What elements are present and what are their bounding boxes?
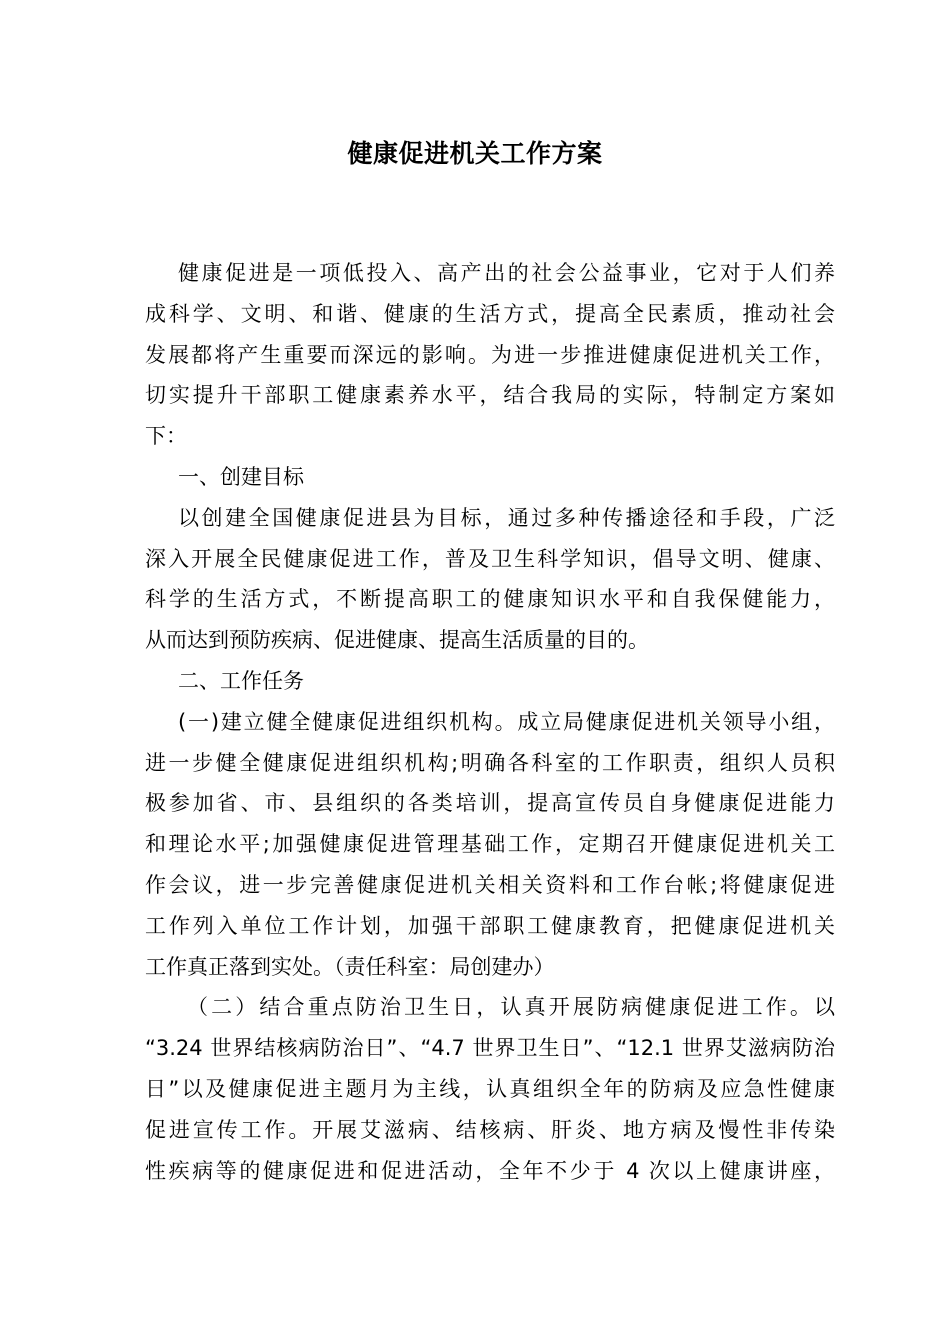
body-line: (一)建立健全健康促进组织机构。成立局健康促进机关领导小组， (178, 709, 835, 734)
body-line: 进一步健全健康促进组织机构;明确各科室的工作职责，组织人员积 (145, 750, 835, 775)
body-line: 科学的生活方式，不断提高职工的健康知识水平和自我保健能力， (145, 587, 835, 612)
body-line: 促进宣传工作。开展艾滋病、结核病、肝炎、地方病及慢性非传染 (145, 1117, 835, 1142)
document-title: 健康促进机关工作方案 (347, 139, 603, 168)
body-line: 性疾病等的健康促进和促进活动，全年不少于 4 次以上健康讲座， (145, 1158, 835, 1183)
section-heading: 一、创建目标 (178, 464, 304, 489)
body-line: 作会议，进一步完善健康促进机关相关资料和工作台帐;将健康促进 (145, 872, 835, 897)
body-line: （二）结合重点防治卫生日，认真开展防病健康促进工作。以 (187, 995, 835, 1020)
body-line: 工作真正落到实处。（责任科室：局创建办） (145, 954, 555, 979)
body-line: 下： (145, 424, 187, 449)
section-heading: 二、工作任务 (178, 668, 304, 693)
body-line: 极参加省、市、县组织的各类培训，提高宣传员自身健康促进能力 (145, 791, 835, 816)
body-line: 发展都将产生重要而深远的影响。为进一步推进健康促进机关工作， (145, 342, 835, 367)
body-line: “3.24 世界结核病防治日”、“4.7 世界卫生日”、“12.1 世界艾滋病防治 (145, 1036, 835, 1061)
body-line: 日”以及健康促进主题月为主线，认真组织全年的防病及应急性健康 (145, 1076, 835, 1101)
body-line: 工作列入单位工作计划，加强干部职工健康教育，把健康促进机关 (145, 913, 835, 938)
body-line: 深入开展全民健康促进工作，普及卫生科学知识，倡导文明、健康、 (145, 546, 835, 571)
body-line: 切实提升干部职工健康素养水平，结合我局的实际，特制定方案如 (145, 383, 835, 408)
body-line: 成科学、文明、和谐、健康的生活方式，提高全民素质，推动社会 (145, 301, 835, 326)
document-body (145, 253, 835, 1191)
body-line: 以创建全国健康促进县为目标，通过多种传播途径和手段，广泛 (178, 505, 835, 530)
body-line: 健康促进是一项低投入、高产出的社会公益事业，它对于人们养 (178, 261, 835, 285)
body-line: 和理论水平;加强健康促进管理基础工作，定期召开健康促进机关工 (145, 832, 835, 857)
body-line: 从而达到预防疾病、促进健康、提高生活质量的目的。 (145, 628, 649, 653)
